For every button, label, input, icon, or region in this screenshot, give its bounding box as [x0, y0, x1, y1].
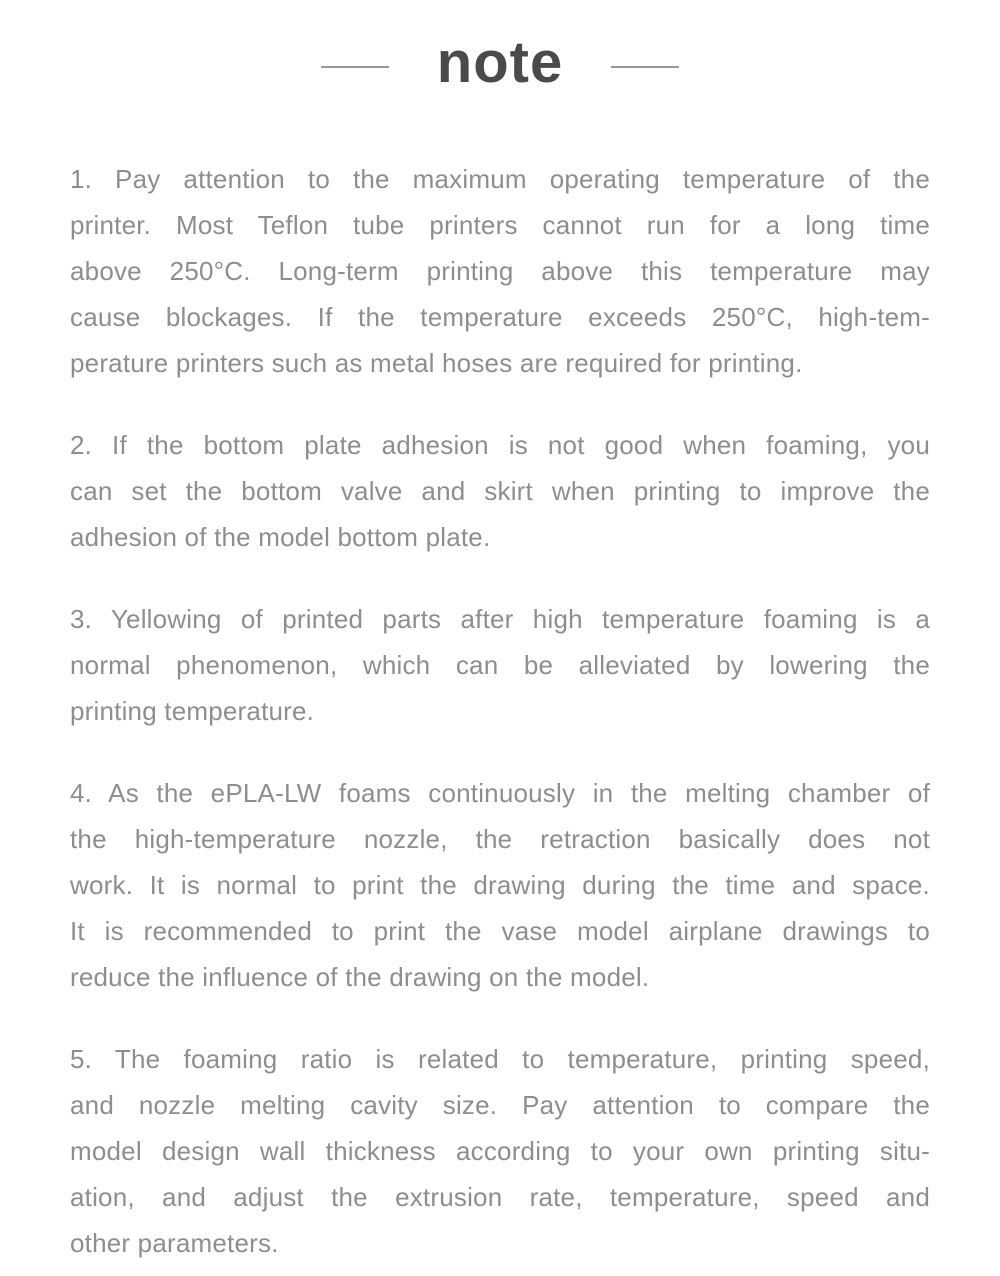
note-line: above 250°C. Long-term printing above this temperature may: [70, 256, 930, 286]
note-line: work. It is normal to print the drawing during the time and space.: [70, 870, 930, 900]
page-title: note: [436, 30, 564, 95]
note-line: perature printers such as metal hoses are required for printing.: [70, 348, 803, 378]
note-line: 4. As the ePLA-LW foams continuously in the melting chamber of: [70, 778, 930, 808]
header-dash-left: [321, 66, 389, 68]
note-paragraph: [70, 156, 930, 386]
note-paragraph: [70, 770, 930, 1000]
note-line: 2. If the bottom plate adhesion is not good when foaming, you: [70, 430, 930, 460]
notes-list: [70, 156, 930, 1266]
note-paragraph: [70, 596, 930, 734]
note-line: normal phenomenon, which can be alleviated by lowering the: [70, 650, 930, 680]
note-header: [0, 0, 1000, 100]
note-line: ation, and adjust the extrusion rate, temperature, speed and: [70, 1182, 930, 1212]
header-dash-right: [611, 66, 679, 68]
note-paragraph: [70, 422, 930, 560]
note-line: printer. Most Teflon tube printers cannot run for a long time: [70, 210, 930, 240]
note-line: and nozzle melting cavity size. Pay attention to compare the: [70, 1090, 930, 1120]
note-line: the high-temperature nozzle, the retraction basically does not: [70, 824, 930, 854]
note-paragraph: [70, 1036, 930, 1266]
note-line: 1. Pay attention to the maximum operating temperature of the: [70, 164, 930, 194]
note-line: 5. The foaming ratio is related to temperature, printing speed,: [70, 1044, 930, 1074]
note-line: printing temperature.: [70, 696, 315, 726]
note-line: model design wall thickness according to your own printing situ-: [70, 1136, 930, 1166]
note-line: cause blockages. If the temperature exceeds 250°C, high-tem-: [70, 302, 930, 332]
note-line: 3. Yellowing of printed parts after high temperature foaming is a: [70, 604, 930, 634]
note-line: adhesion of the model bottom plate.: [70, 522, 491, 552]
note-line: can set the bottom valve and skirt when printing to improve the: [70, 476, 930, 506]
note-line: other parameters.: [70, 1228, 279, 1258]
note-line: reduce the influence of the drawing on the model.: [70, 962, 650, 992]
note-line: It is recommended to print the vase model airplane drawings to: [70, 916, 930, 946]
